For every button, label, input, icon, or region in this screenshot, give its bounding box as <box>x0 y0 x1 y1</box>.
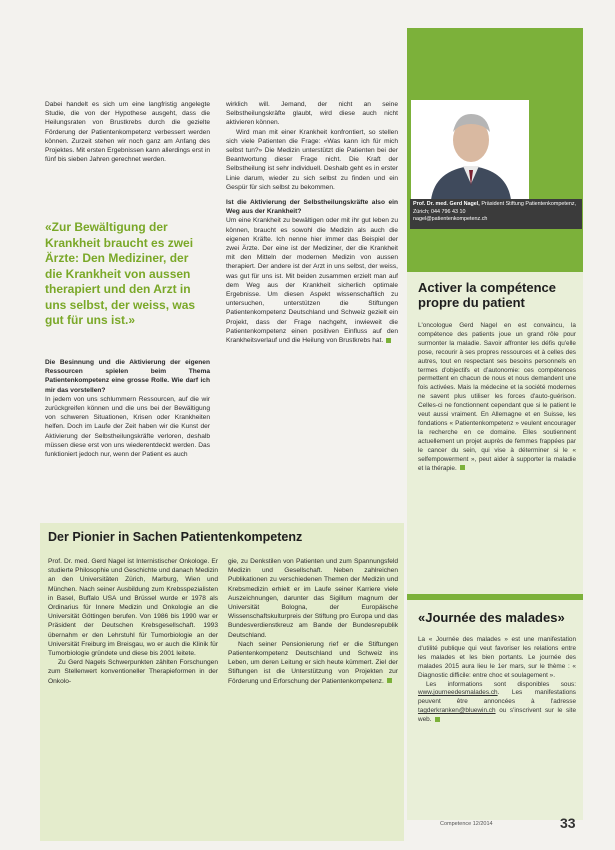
website-link[interactable]: www.journeedesmalades.ch <box>418 689 498 697</box>
pioneer-column-1 <box>48 557 218 686</box>
portrait-image <box>411 100 529 200</box>
french-box-1-body <box>418 322 576 473</box>
photo-caption <box>410 199 582 229</box>
caption-email: nagel@patientenkompetenz.ch <box>413 216 488 223</box>
caption-name: Prof. Dr. med. Gerd Nagel, <box>413 201 480 207</box>
pioneer-paragraph-3: gie, zu Denkstilen von Patienten und zum Spannungsfeld Medizin und Gesellschaft. Neben zahlreichen Publikationen zu verschiedenen Themen der Medizin und Krebsmedizin erhielt er im Laufe seiner Karriere viele Auszeichnungen, darunter das Sigillum magnum der Universität Bologna, der Europäische Wissenschaftskulturpreis der Stiftung pro Europa und das Bundesverdienstkreuz am Bande der Bundesrepublik Deutschland. <box>228 558 398 639</box>
end-mark-icon <box>435 717 440 722</box>
page-number: 33 <box>560 815 576 831</box>
french-box-1-paragraph: L'oncologue Gerd Nagel en est convaincu, la compétence des patients joue un grand rôle pour surmonter la maladie. Savoir affronter les défis qu'elle pose, recourir à ses propres ressources et à celles des autres, tout en respectant ses besoins personnels en termes d'objectifs et d'autonomie: ces compétences permettent en chacun de nous et nous demandent une fois activées. Mais la médecine et la société modernes ne savent plus utiliser les forces d'auto-guérison. Celles-ci ne fonctionnent cependant que si le patient le veut aussi vraiment. En Allemagne et en Suisse, les fondations « Patientenkompetenz » veulent encourager la recherche en ce domaine. Elles soutiennent actuellement un projet auprès de femmes frappées par le cancer du sein, qui vise à déterminer si le « selfempowerment », peut aider à supporter la maladie et la thérapie. <box>418 322 576 472</box>
french-box-1-title: Activer la compétence propre du patient <box>418 280 557 310</box>
left-column <box>45 100 210 164</box>
end-mark-icon <box>387 678 392 683</box>
pioneer-box <box>40 523 404 841</box>
info-text: Les informations sont disponibles sous: <box>426 680 576 688</box>
pioneer-paragraph-4-wrap <box>228 640 398 686</box>
pioneer-column-2 <box>228 557 398 686</box>
pull-quote: «Zur Bewältigung der Krankheit braucht es zwei Ärzte: Den Mediziner, der die Krankheit von aussen therapiert und den Arzt in uns selbst, der weiss, was gut für uns ist.» <box>45 220 196 327</box>
interview-question-1: Die Besinnung und die Aktivierung der eigenen Ressourcen spielen beim Thema Patientenkompetenz eine grosse Rolle. Wie darf ich mir das vorstellen? <box>45 359 210 394</box>
email-link[interactable]: tagderkranken@bluewin.ch <box>418 707 496 715</box>
interview-question-2: Ist die Aktivierung der Selbstheilungskräfte also ein Weg aus der Krankheit? <box>226 199 398 216</box>
middle-paragraph-2: Wird man mit einer Krankheit konfrontiert, so stellen sich viele Patienten die Frage: «Was kann ich für mich selbst tun?» Die Medizin unterstützt die Patienten bei der Beantwortung dieser Frage nicht. Die Kraft der Selbstheilung ist sehr individuell. Deshalb geht es in erster Linie darum, wieder zu sich selbst zu finden und ein Gespür für sich selbst zu bekommen. <box>226 128 398 191</box>
portrait-photo <box>411 100 529 200</box>
caption-role: Präsident Stiftung Patientenkompetenz, Zürich; 044 796 43 10 <box>413 201 577 215</box>
left-column-qa <box>45 352 210 459</box>
french-box-1 <box>407 272 583 594</box>
pioneer-paragraph-1: Prof. Dr. med. Gerd Nagel ist Internistischer Onkologe. Er studierte Philosophie und Geschichte und danach Medizin an den Universitäten Zürich, Marburg, Wien und München. Nach seiner Ausbildung zum Krebsspezialisten in Basel, Buffalo USA und Brüssel wurde er 1978 als Ordinarius für Innere Medizin und Onkologie an die Universität Göttingen berufen. Von 1986 bis 1990 war er Präsident der Deutschen Krebsgesellschaft. 1993 übernahm er den Lehrstuhl für Tumorbiologie an der Universität Freiburg im Breisgau, wo er auch die Klinik für Tumorbiologie gründete und diese bis 2001 leitete. <box>48 558 218 658</box>
magazine-name: Competence 12/2014 <box>440 821 493 827</box>
french-box-2 <box>407 600 583 820</box>
top-margin <box>407 0 583 28</box>
french-box-2-title: «Journée des malades» <box>418 610 565 625</box>
info-text-3: ou s'inscrivent sur le site web. <box>418 707 577 724</box>
french-box-1-paragraph-wrap <box>418 322 576 473</box>
middle-column <box>226 100 398 345</box>
end-mark-icon <box>460 465 465 470</box>
french-box-2-paragraph-1: La « Journée des malades » est une manifestation d'utilité publique qui veut favoriser les relations entre les malades et les bien portants. Le journée des malades 2015 aura lieu le 1er mars, sur le thème : « Diagnostic difficile: entre choc et soulagement ». <box>418 636 576 679</box>
interview-answer-2: Um eine Krankheit zu bewältigen oder mit ihr gut leben zu können, braucht es sowohl die Medizin als auch die eigenen Kräfte. Ich nenne hier immer das Beispiel der zwei Ärzte. Der eine ist der Mediziner, der die Krankheit mit den Mitteln der modernen Medizin von aussen therapiert. Der andere ist der Arzt in uns selbst, der weiss, was gut für uns ist. Mit beiden zusammen erzielt man auf dem Weg aus der Krankheit sicherlich optimale Ergebnisse. Um diesen Aspekt wissenschaftlich zu untersuchen, unterstützen die Stiftungen Patientenkompetenz Deutschland und Schweiz gezielt ein Projekt, dass der Frage nachgeht, inwieweit die Patientenkompetenz einen positiven Einfluss auf den Krankheitsverlauf und die Heilung von Brustkrebs hat. <box>226 217 398 345</box>
intro-paragraph: Dabei handelt es sich um eine langfristig angelegte Studie, die von der Hypothese ausgeht, dass die Heilungsraten von Brustkrebs durch die gezielte Förderung der Patientenkompetenz verbessert werden können. Zurzeit stehen wir noch ganz am Anfang des Projektes. Mit ersten Ergebnissen kann allerdings erst in fünf bis sieben Jahren gerechnet werden. <box>45 101 210 164</box>
interview-answer-1: In jedem von uns schlummern Ressourcen, auf die wir zurückgreifen können und die uns bei der Bewältigung von schweren Situationen, Krisen oder Krankheiten helfen. Doch im Laufe der Zeit haben wir die Kunst der Aktivierung der Selbstheilungskräfte verloren, deshalb müssen diese erst von uns wiederentdeckt werden. Das funktioniert jedoch nur, wenn der Patient es auch <box>45 395 210 459</box>
page-footer <box>440 815 590 835</box>
pioneer-paragraph-4: Nach seiner Pensionierung rief er die Stiftungen Patientenkompetenz Deutschland und Schweiz ins Leben, um deren Leitung er sich heute kümmert. Ziel der Stiftungen ist die Unterstützung von Projekten zur Förderung und Erforschung der Patientenkompetenz. <box>228 640 398 685</box>
middle-paragraph-1: wirklich will. Jemand, der nicht an seine Selbstheilungskräfte glaubt, wird diese auch nicht aktivieren können. <box>226 101 398 127</box>
french-box-2-paragraph-2 <box>418 681 576 726</box>
pioneer-paragraph-2: Zu Gerd Nagels Schwerpunkten zählten Forschungen zum Stellenwert konventioneller Therapieformen in der Onkolo- <box>48 659 218 685</box>
interview-answer-2-wrap <box>226 216 398 345</box>
info-text-2: . Les manifestations peuvent être annoncées à l'adresse <box>418 689 576 706</box>
french-box-2-body <box>418 636 576 725</box>
pioneer-title: Der Pionier in Sachen Patientenkompetenz <box>48 530 303 544</box>
end-mark-icon <box>386 338 391 343</box>
